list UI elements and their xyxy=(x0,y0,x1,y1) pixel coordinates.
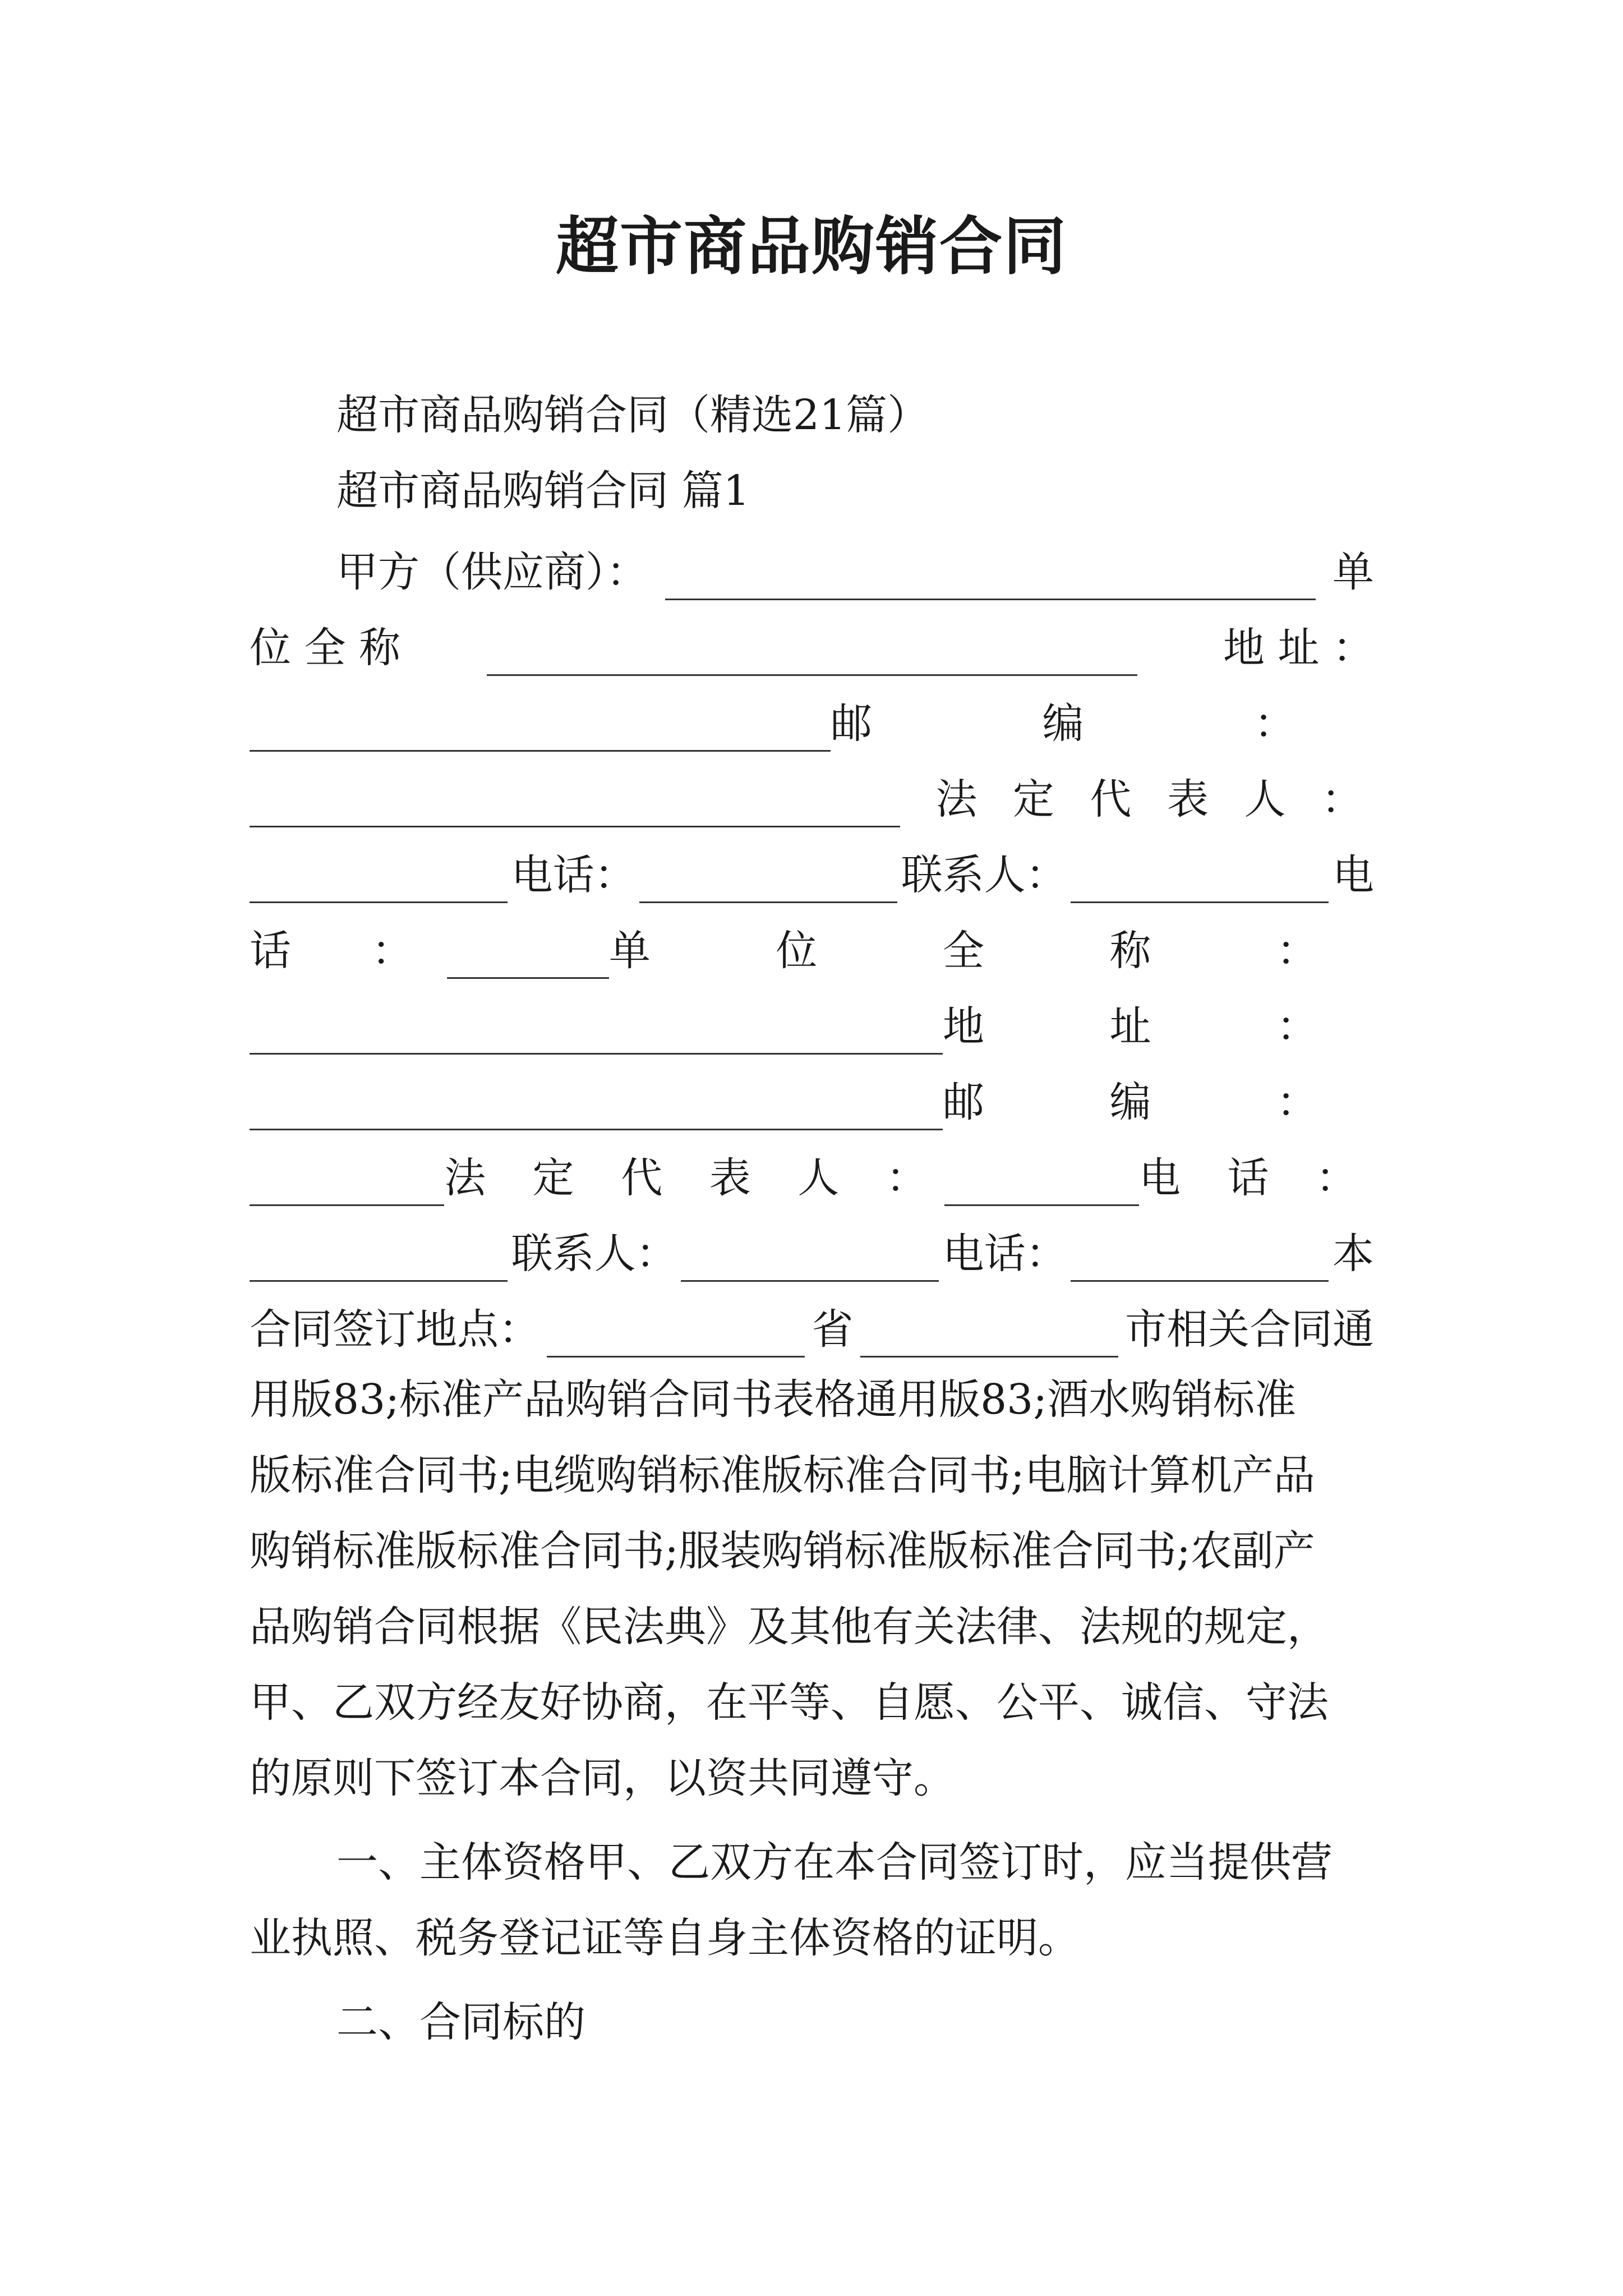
legal-rep-label-2: 法 定 代 表 人 ： xyxy=(444,1154,944,1202)
phone-dian: 电 xyxy=(1332,851,1374,899)
unit-name-line-2 xyxy=(250,993,1374,1055)
phone-blank-3 xyxy=(1071,1240,1329,1282)
sign-place-label: 合同签订地点： xyxy=(250,1305,540,1354)
city-rest: 市相关合同通 xyxy=(1125,1305,1374,1354)
legal-rep-line-2 xyxy=(250,1144,1374,1206)
paragraph-line: 的原则下签订本合同，以资共同遵守。 xyxy=(250,1754,955,1802)
party-a-blank xyxy=(665,558,1316,600)
document-title: 超市商品购销合同 xyxy=(556,210,1067,283)
subtitle: 超市商品购销合同（精选21篇） xyxy=(336,391,929,439)
section-2-heading: 二、合同标的 xyxy=(336,1998,585,2046)
party-a-line xyxy=(336,539,1374,600)
phone-label-3: 电话： xyxy=(942,1230,1067,1278)
unit-full-name-label: 位 全 称 xyxy=(250,624,401,672)
phone-hua: 话 ： xyxy=(250,927,447,975)
postcode-blank-2 xyxy=(250,1164,444,1206)
city-blank xyxy=(860,1315,1118,1358)
party-a-label: 甲方（供应商）： xyxy=(336,548,648,596)
unit-name-blank-2 xyxy=(250,1013,943,1055)
phone-unit-line xyxy=(250,917,1374,979)
postcode-label: 邮 编 ： xyxy=(830,700,1374,748)
phone-blank xyxy=(639,861,897,903)
contact-label-2: 联系人： xyxy=(511,1230,677,1278)
unit-label-start: 单 xyxy=(1332,548,1374,596)
unit-name-line xyxy=(250,614,1374,676)
address-label-2: 地 址 ： xyxy=(942,1002,1374,1051)
paragraph-line: 用版83;标准产品购销合同书表格通用版83;酒水购销标准 xyxy=(250,1375,1297,1424)
phone-label: 电话： xyxy=(511,851,636,899)
paragraph-line: 甲、乙双方经友好协商，在平等、自愿、公平、诚信、守法 xyxy=(250,1678,1329,1727)
legal-rep-blank xyxy=(250,861,508,903)
contact-blank-2 xyxy=(681,1240,939,1282)
legal-rep-blank-2 xyxy=(944,1164,1139,1206)
phone-contact-line xyxy=(250,841,1374,903)
province-blank xyxy=(547,1315,805,1358)
section-1-line: 一、主体资格甲、乙双方在本合同签订时，应当提供营 xyxy=(336,1838,1332,1887)
unit-name-blank xyxy=(487,634,1137,676)
address-line-2 xyxy=(250,1069,1374,1130)
postcode-blank xyxy=(250,785,900,827)
postcode-label-2: 邮 编 ： xyxy=(942,1078,1374,1126)
address-line xyxy=(250,690,1374,752)
paragraph-line: 品购销合同根据《民法典》及其他有关法律、法规的规定， xyxy=(250,1603,1329,1651)
address-blank xyxy=(250,710,831,752)
paragraph-line: 版标准合同书;电缆购销标准版标准合同书;电脑计算机产品 xyxy=(250,1451,1315,1499)
address-label: 地 址 ： xyxy=(1223,624,1374,672)
contact-label: 联系人： xyxy=(901,851,1067,899)
contact-phone-blank xyxy=(447,937,609,979)
province-label: 省 xyxy=(811,1305,854,1354)
address-blank-2 xyxy=(250,1088,943,1130)
contact-blank xyxy=(1071,861,1329,903)
sign-place-line xyxy=(250,1296,1374,1358)
phone-label-2: 电 话 ： xyxy=(1138,1154,1374,1202)
postcode-line xyxy=(250,766,1374,827)
section-1-line: 业执照、税务登记证等自身主体资格的证明。 xyxy=(250,1914,1080,1962)
contact-line-2 xyxy=(250,1220,1374,1282)
unit-full-name-label-2: 单 位 全 称 ： xyxy=(608,927,1374,975)
ben-char: 本 xyxy=(1332,1230,1374,1278)
phone-blank-2 xyxy=(250,1240,508,1282)
legal-rep-label: 法 定 代 表 人 ： xyxy=(935,775,1374,823)
paragraph-line: 购销标准版标准合同书;服装购销标准版标准合同书;农副产 xyxy=(250,1527,1315,1575)
chapter-heading: 超市商品购销合同 篇1 xyxy=(336,467,750,515)
